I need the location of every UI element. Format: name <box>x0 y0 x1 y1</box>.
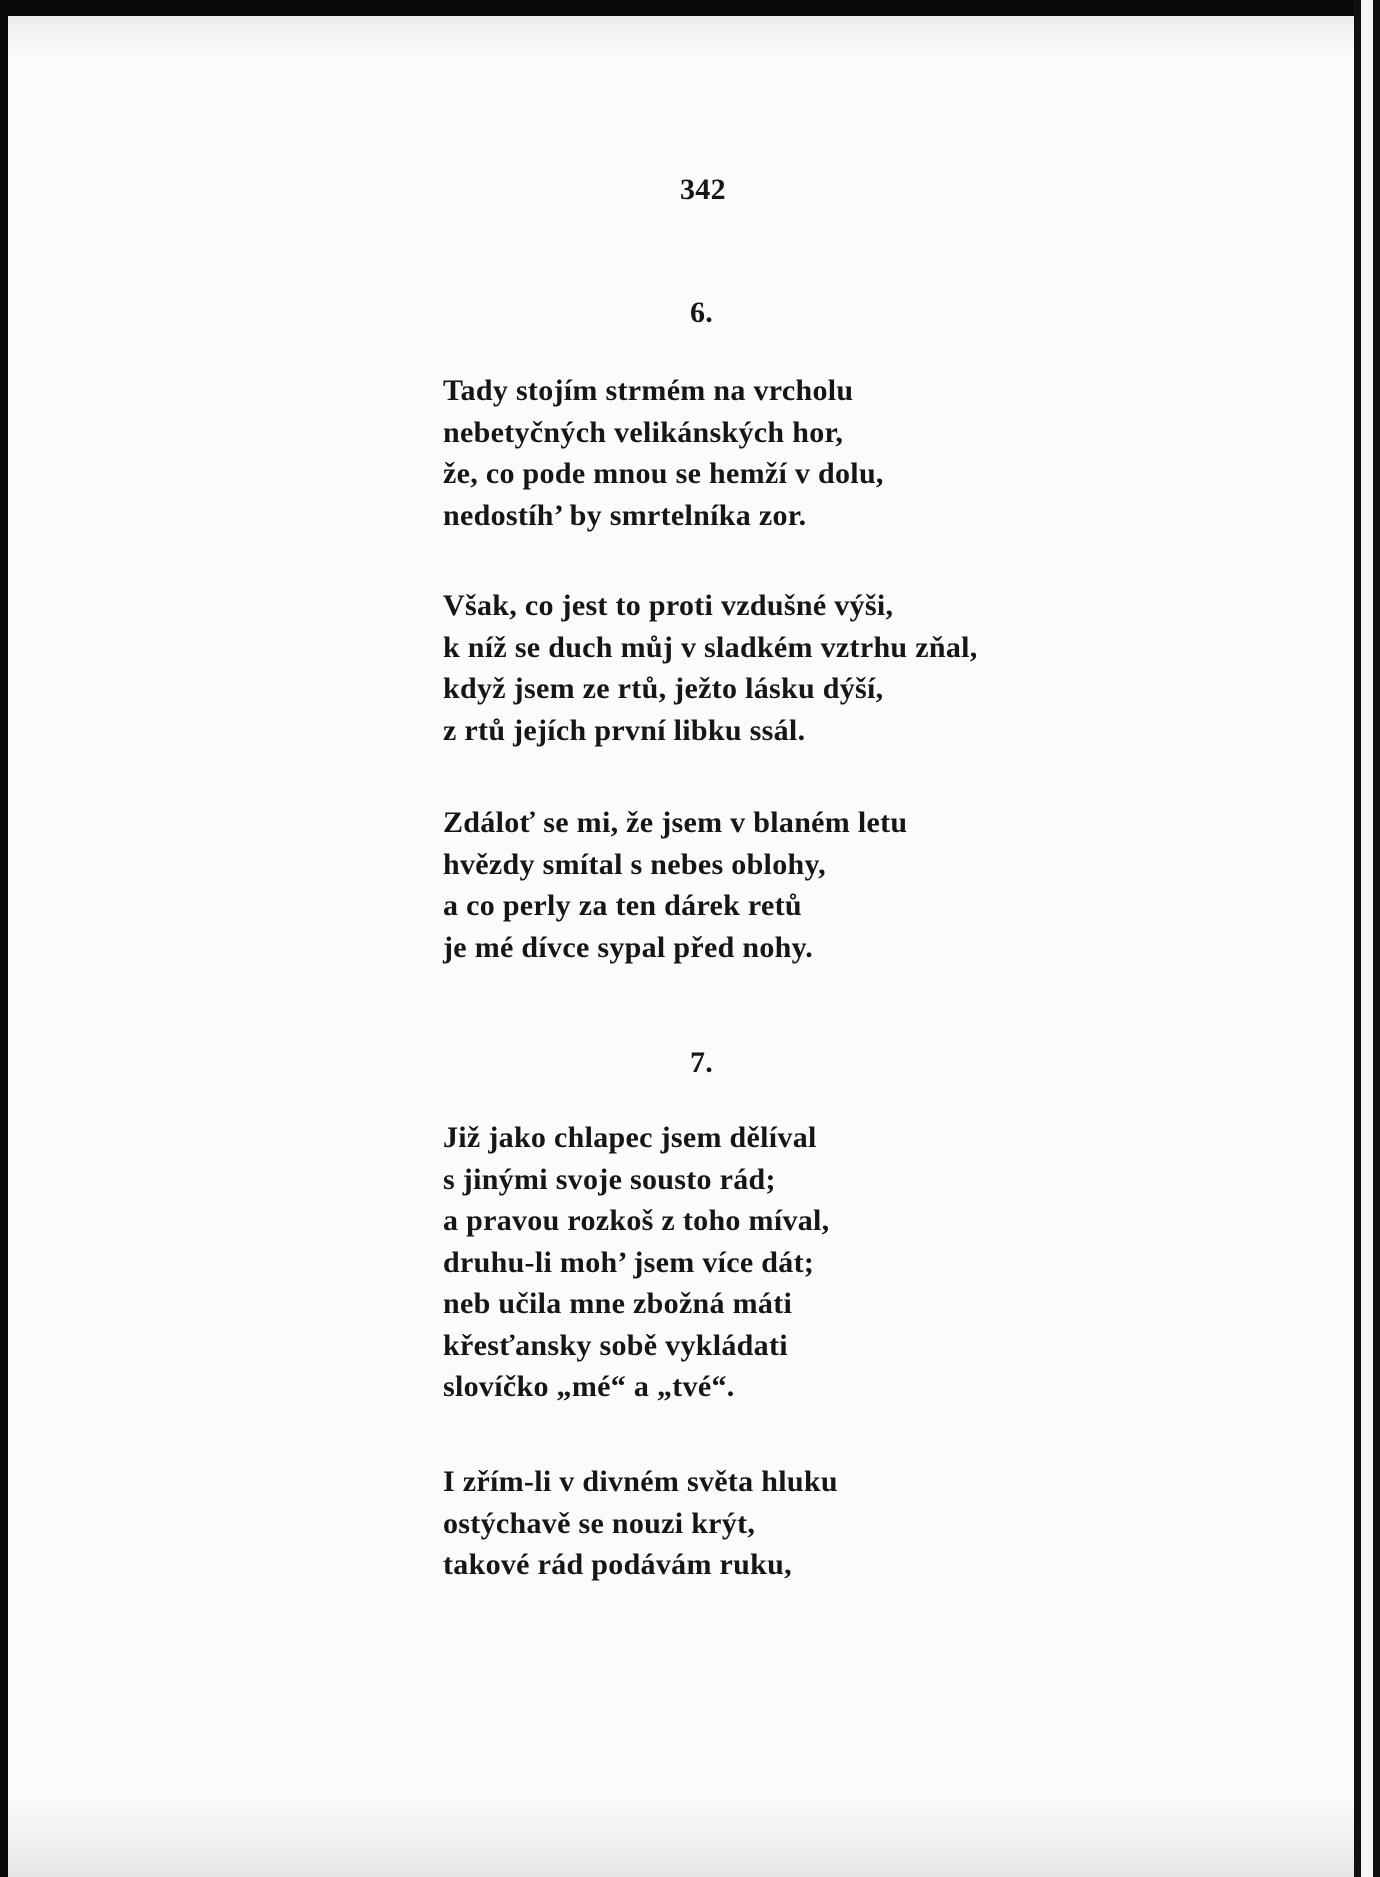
page-number: 342 <box>680 173 726 206</box>
verse-line: I zřím-li v divném světa hluku <box>443 1465 838 1498</box>
verse-line: hvězdy smítal s nebes oblohy, <box>443 847 826 881</box>
stanza <box>443 585 978 751</box>
verse-line: takové rád podávám ruku, <box>443 1548 792 1581</box>
verse-line: Tady stojím strmém na vrcholu <box>443 374 854 407</box>
verse-line: s jinými svoje sousto rád; <box>443 1162 776 1196</box>
verse-line: ostýchavě se nouzi krýt, <box>443 1506 756 1540</box>
verse-line: k níž se duch můj v sladkém vztrhu zňal, <box>443 630 978 664</box>
verse-line: Již jako chlapec jsem dělíval <box>443 1121 817 1154</box>
verse-line: že, co pode mnou se hemží v dolu, <box>443 457 884 490</box>
page-content <box>443 0 1143 1877</box>
verse-line: nebetyčných velikánských hor, <box>443 415 844 449</box>
verse-line: nedostíh’ by smrtelníka zor. <box>443 498 807 532</box>
stanza <box>443 1461 838 1586</box>
page-edge-paper <box>1361 0 1373 1877</box>
stanza <box>443 370 884 536</box>
verse-line: druhu-li moh’ jsem více dát; <box>443 1245 815 1279</box>
verse-line: Však, co jest to proti vzdušné výši, <box>443 589 894 622</box>
verse-line: je mé dívce sypal před nohy. <box>443 930 814 964</box>
verse-line: křesťansky sobě vykládati <box>443 1328 788 1362</box>
verse-line: slovíčko „mé“ a „tvé“. <box>443 1370 735 1403</box>
stanza <box>443 1117 829 1408</box>
stanza <box>443 802 907 968</box>
verse-line: neb učila mne zbožná máti <box>443 1287 793 1320</box>
verse-line: když jsem ze rtů, ježto lásku dýší, <box>443 672 884 705</box>
verse-line: Zdáloť se mi, že jsem v blaném letu <box>443 806 908 839</box>
verse-line: a pravou rozkoš z toho míval, <box>443 1204 830 1237</box>
poem-number: 7. <box>690 1046 714 1079</box>
verse-line: z rtů jejích první libku ssál. <box>443 713 806 747</box>
verse-line: a co perly za ten dárek retů <box>443 889 802 922</box>
poem-number: 6. <box>690 296 714 329</box>
